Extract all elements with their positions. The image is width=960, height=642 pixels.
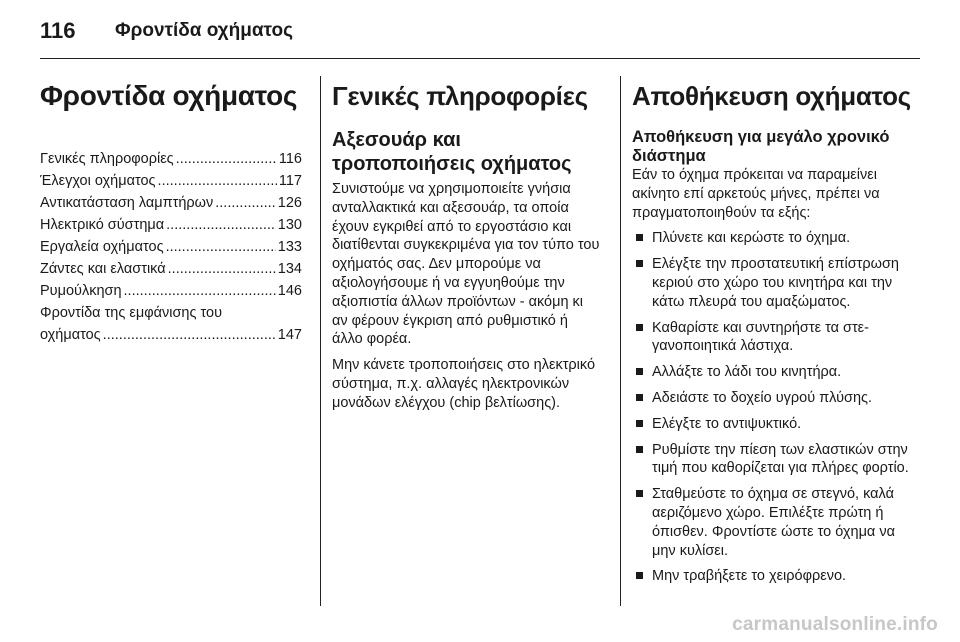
paragraph: Συνιστούμε να χρησιμοποιείτε γνήσια ανταλλακτικά και αξεσουάρ, τα οποία έχουν εγκριθεί από το εργοστάσιο και διατίθενται συγκεκριμένα για τον τύπο του οχήματός σας. Δεν μπορούμε να αξιολογήσουμε ή να εγγυηθούμε την αξιοπιστία άλλων προϊόντων - ακόμη κι αν φέρουν έγκριση από ρυθμιστικό ή άλλο φορέα.	[332, 181, 600, 348]
column-storage	[632, 68, 922, 593]
toc-entry[interactable]: Εργαλεία οχήματος ..... 133	[40, 236, 302, 258]
column-general-info	[332, 68, 602, 420]
toc-entry[interactable]: Αντικατάσταση λαμπτήρων ..... 126	[40, 192, 302, 214]
list-item: Ελέγξτε την προστατευτική επίστρωση κεριού στο χώρο του κινητήρα και την κάτω πλευρά του αμαξώματος.	[632, 255, 922, 311]
toc-entry[interactable]: Ζάντες και ελαστικά ..... 134	[40, 258, 302, 280]
toc-entry[interactable]: Φροντίδα της εμφάνισης του οχήματος ..... 147	[40, 302, 302, 346]
section-heading: Αποθήκευση οχήματος	[632, 81, 911, 111]
toc-entry[interactable]: Ρυμούλκηση ..... 146	[40, 280, 302, 302]
toc-entry[interactable]: Ηλεκτρικό σύστημα ..... 130	[40, 214, 302, 236]
list-item: Μην τραβήξετε το χειρόφρενο.	[632, 567, 922, 586]
toc-entry[interactable]: Γενικές πληροφορίες ..... 116	[40, 148, 302, 170]
subsection-heading: Αποθήκευση για μεγάλο χρονικό διάστημα	[632, 128, 890, 165]
table-of-contents	[40, 148, 302, 346]
list-item: Ρυθμίστε την πίεση των ελαστικών στην τιμή που καθορίζεται για πλήρες φορτίο.	[632, 441, 922, 479]
bullet-list	[632, 229, 922, 586]
column-contents	[40, 68, 302, 346]
column-divider-1	[320, 76, 321, 606]
list-item: Πλύνετε και κερώστε το όχημα.	[632, 229, 922, 248]
section-heading: Γενικές πληροφορίες	[332, 81, 588, 111]
toc-entry[interactable]: Έλεγχοι οχήματος ..... 117	[40, 170, 302, 192]
page-number: 116	[40, 18, 76, 43]
subsection-heading: Αξεσουάρ και τροποποιήσεις οχήματος	[332, 129, 572, 175]
list-item: Καθαρίστε και συντηρήστε τα στεγανοποιητικά λάστιχα.	[632, 319, 922, 357]
header-rule	[40, 58, 920, 59]
chapter-title: Φροντίδα οχήματος	[40, 80, 298, 111]
list-item: Αλλάξτε το λάδι του κινητήρα.	[632, 363, 922, 382]
paragraph: Μην κάνετε τροποποιήσεις στο ηλεκτρικό σύστημα, π.χ. αλλαγές ηλεκτρονικών μονάδων ελέγχου (chip βελτίωσης).	[332, 357, 596, 411]
list-item: Σταθμεύστε το όχημα σε στεγνό, καλά αεριζόμενο χώρο. Επιλέξτε πρώτη ή όπισθεν. Φροντίστε ώστε το όχημα να μην κυλίσει.	[632, 485, 922, 560]
list-item: Αδειάστε το δοχείο υγρού πλύσης.	[632, 389, 922, 408]
watermark: carmanualsonline.info	[732, 614, 938, 635]
page-header	[40, 14, 920, 44]
column-divider-2	[620, 76, 621, 606]
running-title: Φροντίδα οχήματος	[115, 20, 293, 41]
list-item: Ελέγξτε το αντιψυκτικό.	[632, 415, 922, 434]
paragraph: Εάν το όχημα πρόκειται να παραμείνει ακίνητο επί αρκετούς μήνες, πρέπει να πραγματοποιηθούν τα εξής:	[632, 167, 880, 221]
